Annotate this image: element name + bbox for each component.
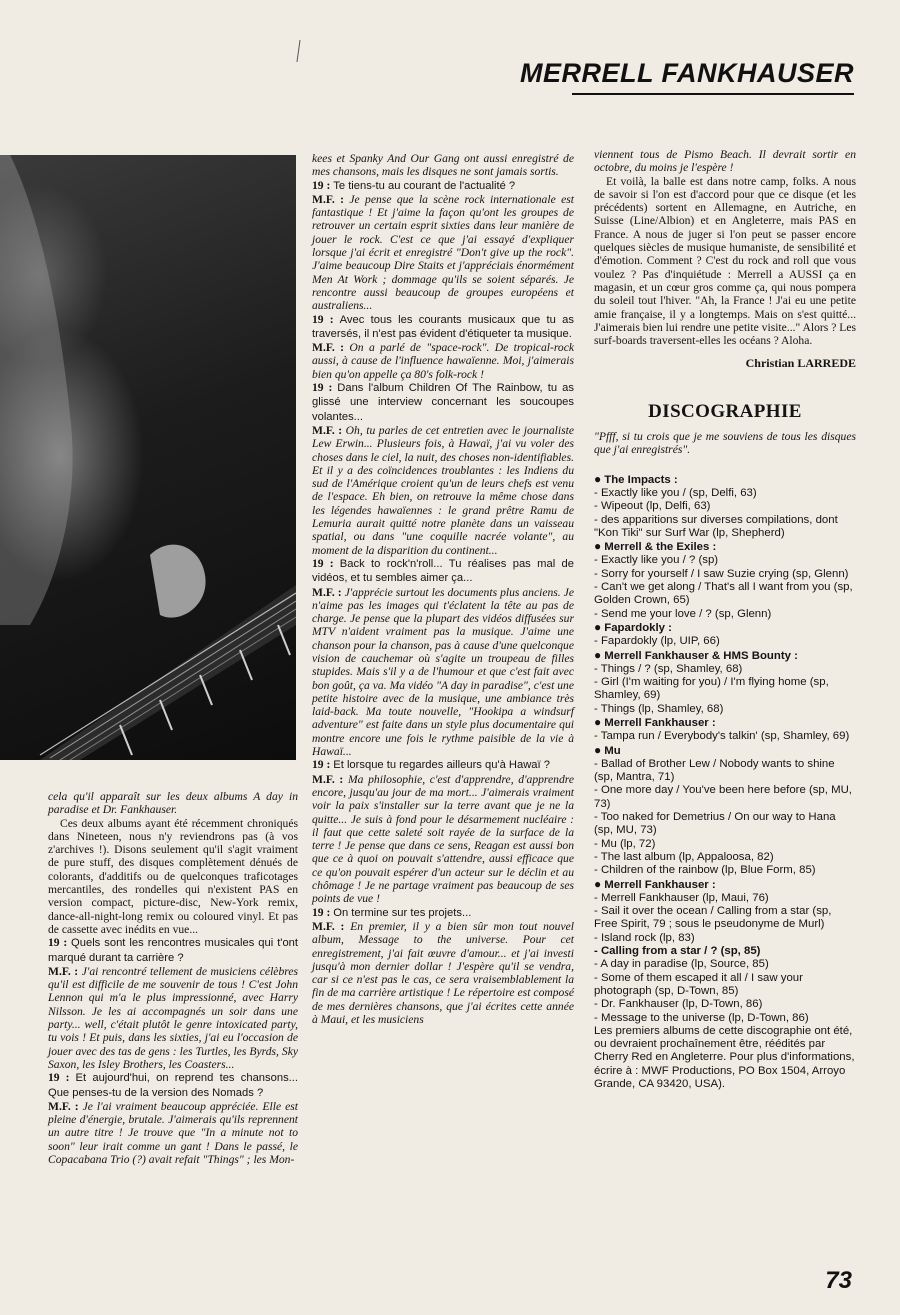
interview-question <box>312 179 574 193</box>
guitarist-photo <box>0 155 296 760</box>
speaker-label: M.F. : <box>312 341 345 355</box>
discography-intro: "Pfff, si tu crois que je me souviens de tous les disques que j'ai enregistrés". <box>594 430 856 457</box>
article-column-2 <box>312 152 574 1026</box>
discography-entry: - Exactly like you / ? (sp) <box>594 554 719 567</box>
discography-entry: - Can't we get along / That's all I want from you (sp, Golden Crown, 65) <box>594 581 853 607</box>
interview-answer <box>48 965 298 1071</box>
discography-title: DISCOGRAPHIE <box>648 400 802 422</box>
article-column-3 <box>594 148 856 1091</box>
discography-entry: - Merrell Fankhauser (lp, Maui, 76) <box>594 891 769 904</box>
discography-entry: - Wipeout (lp, Delfi, 63) <box>594 500 711 513</box>
interview-answer <box>312 920 574 1026</box>
speaker-label: 19 : <box>312 758 331 772</box>
discography-entry: - Calling from a star / ? (sp, 85) <box>594 945 761 958</box>
discography-entry: - Ballad of Brother Lew / Nobody wants to shine (sp, Mantra, 71) <box>594 757 835 784</box>
question-text: Et lorsque tu regardes ailleurs qu'à Hawaï ? <box>333 759 550 772</box>
discography-entry: - The last album (lp, Appaloosa, 82) <box>594 850 774 863</box>
speaker-label: M.F. : <box>312 585 342 599</box>
discography-entry: - A day in paradise (lp, Source, 85) <box>594 958 769 971</box>
bullet-icon: ● <box>594 539 602 554</box>
answer-text: Je pense que la scène rock internationale est fantastique ! Et j'aime la façon qu'ont les groupes de retrouver un certain esprit sixties dans leur manière de jouer le rock. C'est ce que j'ai essayé d'expliquer lorsque j'ai écrit et enregistré "Don't give up the rock". J'aime beaucoup Dire Staits et j'appréciais énormément Men At Work ; dommage qu'ils se soient séparés. Je rencontre aussi beaucoup de groupes européens et australiens... <box>312 192 574 313</box>
interview-answer <box>312 152 574 179</box>
interview-question <box>312 381 574 424</box>
discography-entry: - Send me your love / ? (sp, Glenn) <box>594 607 772 620</box>
interview-question <box>48 1071 298 1100</box>
article-column-1 <box>48 790 298 1166</box>
page-title: MERRELL FANKHAUSER <box>519 58 854 88</box>
interview-question <box>48 936 298 965</box>
speaker-label: M.F. : <box>312 772 344 786</box>
discography-entry: - Fapardokly (lp, UIP, 66) <box>594 635 720 648</box>
paragraph <box>48 817 298 937</box>
author-signature: Christian LARREDE <box>745 356 856 371</box>
discography-entry: - Tampa run / Everybody's talkin' (sp, Shamley, 69) <box>594 730 850 743</box>
section-name: Merrell Fankhauser & HMS Bounty : <box>604 649 798 662</box>
question-text: Avec tous les courants musicaux que tu as traversés, il n'est pas évident d'étiqueter ta musique. <box>312 313 574 340</box>
discography-section-heading <box>594 716 856 730</box>
speaker-label: 19 : <box>312 178 331 192</box>
speaker-label: M.F. : <box>312 192 344 206</box>
discography-list <box>594 473 856 1025</box>
guitar-neck-drawing <box>0 155 296 760</box>
section-name: Merrell Fankhauser : <box>604 878 716 891</box>
answer-text: Oh, tu parles de cet entretien avec le journaliste Lew Erwin... Plusieurs fois, à Hawaï, j'ai vu voler des choses dans le ciel, la nuit, des choses non-identifiables. Et il y a des coïncidences troublantes : les Indiens du sud de l'Amérique croient qu'un de leurs chefs est venu de l'espace. Eh bien, on retrouve la même chose dans les légendes hawaïennes : le grand prêtre Ramu de Lemuria aurait quitté notre planète dans un vaisseau spatial, ou dans "une coquille nacrée volante", au moment de la disparition du continent... <box>312 423 574 557</box>
interview-answer <box>312 586 574 759</box>
question-text: Dans l'album Children Of The Rainbow, tu as glissé une interview concernant les soucoupes volantes... <box>312 382 574 423</box>
bullet-icon: ● <box>594 714 602 729</box>
discography-footer: Les premiers albums de cette discographie ont été, ou devraient prochaînement être, réédités par Cherry Red en Angleterre. Pour plus d'informations, écrire à : MWF Productions, PO Box 1504, Arroyo Grande, CA 93420, USA). <box>594 1024 855 1090</box>
discography-section-heading <box>594 649 856 663</box>
speaker-label: 19 : <box>312 312 334 326</box>
paragraph-text: cela qu'il apparaît sur les deux albums A day in paradise et Dr. Fankhauser. <box>48 790 298 817</box>
discography-entry: - Island rock (lp, 83) <box>594 931 695 944</box>
answer-text: Ma philosophie, c'est d'apprendre, d'apprendre encore, jusqu'au jour de ma mort... J'aimerais vraiment voir la paix s'installer sur la terre avant que je ne la quitte... Je suis à fond pour le désarmement nucléaire : il faut que cette saleté soit rayée de la surface de la terre ! Je pense que dans ce sens, Reagan est aussi bon que ce à quoi on pouvait s'attendre, aussi efficace que ce qu'on pouvait espérer d'un acteur sur le déclin et au chômage ! Je ne partage vraiment pas beaucoup de ses points de vue ! <box>312 772 574 906</box>
section-name: Mu <box>604 744 621 757</box>
speaker-label: 19 : <box>312 905 331 919</box>
discography-section-heading <box>594 621 856 635</box>
closing-paragraph: Et voilà, la balle est dans notre camp, folks. A nous de savoir si l'on est d'accord pour que ce disque (et les précédents) sortent en Allemagne, en Autriche, en Suisse (Line/Albion) et en Angleterre, mais PAS en France. A nous de juger si l'on peut se passer encore quelques siècles de musique humaniste, de sensibilité et d'émotion. Comment ? C'est du rock and roll que vous voulez ? Pas d'inquiétude : Merrell a AUSSI ça en magasin, et un cœur gros comme ça, qui nous pompera du soleil tout l'hiver. "Ah, la France ! J'ai eu une petite amie française, il y a longtemps. Mais on s'est quitté... J'aimerais bien lui rendre une petite visite..." Alors ? Les surf-boards traversent-elles les océans ? Aloha. <box>594 174 856 348</box>
speaker-label: 19 : <box>48 936 68 950</box>
discography-section-heading <box>594 744 856 758</box>
bullet-icon: ● <box>594 619 602 634</box>
question-text: Et aujourd'hui, on reprend tes chansons... Que penses-tu de la version des Nomads ? <box>48 1072 298 1099</box>
interview-question <box>312 906 574 920</box>
speaker-label: 19 : <box>312 556 334 570</box>
discography-section-heading <box>594 540 856 554</box>
section-name: Merrell & the Exiles : <box>604 541 717 554</box>
bullet-icon: ● <box>594 876 602 891</box>
discography-entry: - One more day / You've been here before (sp, MU, 73) <box>594 784 852 810</box>
interview-answer <box>48 1100 298 1166</box>
title-rule <box>572 93 854 95</box>
discography-entry: - Dr. Fankhauser (lp, D-Town, 86) <box>594 998 763 1011</box>
discography-entry: - Sail it over the ocean / Calling from a star (sp, Free Spirit, 79 ; sous le pseudonyme de Murl) <box>594 905 832 931</box>
discography-entry: - Too naked for Demetrius / On our way to Hana (sp, MU, 73) <box>594 811 836 837</box>
discography-section-heading <box>594 473 856 487</box>
discography-entry: - Girl (I'm waiting for you) / I'm flying home (sp, Shamley, 69) <box>594 676 829 702</box>
discography-entry: - Things / ? (sp, Shamley, 68) <box>594 662 743 675</box>
answer-text: J'apprécie surtout les documents plus anciens. Je n'aime pas les images qui t'éclatent la tête au pas de charge. Je pense que la plupart des vidéos diffusées sur MTV n'aident vraiment pas la musique. J'aime une chanson pour la chanson, pas à cause d'une quelconque vision de cauchemar où s'agite un troupeau de filles stupides. Mais s'il y a de l'humour et que c'est fait avec bon goût, ça va. Ma vidéo "A day in paradise", c'est une petite histoire avec de la musique, une ambiance très laid-back. Ma toute nouvelle, "Hookipa a windsurf adventure" est faite dans un style plus documentaire qui montre encore une fois le rythme paisible de la vie à Hawaï... <box>312 585 574 759</box>
question-text: Quels sont les rencontres musicales qui t'ont marqué durant ta carrière ? <box>48 937 298 964</box>
answer-text: On a parlé de "space-rock". De tropical-rock aussi, à cause de l'influence hawaïenne. Moi, j'aimerais bien qu'on appelle ça 80's folk-rock ! <box>312 341 574 381</box>
discography-entry: - Exactly like you / (sp, Delfi, 63) <box>594 486 757 499</box>
interview-answer <box>312 193 574 313</box>
discography-entry: - Mu (lp, 72) <box>594 837 656 850</box>
interview-question <box>312 557 574 586</box>
paragraph-text: Ces deux albums ayant été récemment chroniqués dans Nineteen, nous n'y reviendrons pas (à vos z'archives !). Disons seulement qu'il s'agit vraiment de pure stuff, des disques complètement dénués de colorants, d'additifs ou de quelconques traficotages mercantiles, des rondelles qui n'existent PAS en version compact, picture-disc, New-York remix, dance-all-night-long remix ou coloured vinyl. Et pas de cassette avec inédits en vue... <box>48 816 298 936</box>
answer-text: Je l'ai vraiment beaucoup appréciée. Elle est pleine d'énergie, brutale. J'aimerais qu'ils reprennent un autre titre ! Je trouve que "In a minute not to soon" leur irait comme un gant ! Dans le passé, le Copacabana Trio (?) avait refait "Things" ; les Mon- <box>48 1099 298 1167</box>
question-text: On termine sur tes projets... <box>333 906 472 919</box>
page-number: 73 <box>825 1267 852 1294</box>
section-name: The Impacts : <box>604 473 678 486</box>
discography-entry: - Sorry for yourself / I saw Suzie crying (sp, Glenn) <box>594 567 849 580</box>
interview-answer <box>312 341 574 381</box>
discography-entry: - Message to the universe (lp, D-Town, 86) <box>594 1011 809 1024</box>
speaker-label: M.F. : <box>48 964 79 978</box>
bullet-icon: ● <box>594 742 602 757</box>
paragraph <box>48 790 298 817</box>
speaker-label: 19 : <box>48 1071 70 1085</box>
speaker-label: 19 : <box>312 381 333 395</box>
speaker-label: M.F. : <box>48 1099 79 1113</box>
question-text: Te tiens-tu au courant de l'actualité ? <box>333 179 516 192</box>
bullet-icon: ● <box>594 471 602 486</box>
answer-text: J'ai rencontré tellement de musiciens célèbres qu'il est difficile de me souvenir de tous ! C'est John Lennon qui m'a le plus impressionné, avec Harry Nilsson. Je les ai accompagnés un soir dans une party... well, c'était plutôt le genre intoxicated party, tu vois ! Et puis, dans les sixties, j'ai eu l'occasion de jouer avec des tas de gens : les Turtles, les Byrds, Sky Saxon, les Isley Brothers, les Coasters... <box>48 964 298 1071</box>
question-text: Back to rock'n'roll... Tu réalises pas mal de vidéos, et tu sembles aimer ça... <box>312 557 574 585</box>
interview-question <box>312 313 574 342</box>
speaker-label: M.F. : <box>312 919 345 933</box>
bullet-icon: ● <box>594 647 602 662</box>
answer-continuation: viennent tous de Pismo Beach. Il devrait sortir en octobre, du moins je l'espère ! <box>594 148 856 175</box>
discography-section-heading <box>594 878 856 892</box>
answer-text: En premier, il y a bien sûr mon tout nouvel album, Message to the universe. Pour cet enregistrement, j'ai fait œuvre d'amour... et j'ai investi jusqu'à mon dernier dollar ! J'espère qu'il se vendra, car si ce n'est pas le cas, ce sera vraisemblablement la fin de ma carrière artistique ! Le répertoire est composé de mes dernières chansons, que j'ai écrites cette année à Maui, et les musiciens <box>312 919 574 1026</box>
section-name: Fapardokly : <box>604 621 672 634</box>
discography-entry: - Children of the rainbow (lp, Blue Form, 85) <box>594 864 816 877</box>
section-name: Merrell Fankhauser : <box>604 716 716 729</box>
interview-answer <box>312 773 574 906</box>
interview-answer <box>312 424 574 557</box>
gutter-mark <box>296 40 300 62</box>
speaker-label: M.F. : <box>312 423 343 437</box>
discography-entry: - Things (lp, Shamley, 68) <box>594 702 724 715</box>
discography-entry: - Some of them escaped it all / I saw your photograph (sp, D-Town, 85) <box>594 971 803 997</box>
discography-entry: - des apparitions sur diverses compilations, dont "Kon Tiki" sur Surf War (lp, Shepherd) <box>594 513 838 539</box>
interview-question <box>312 758 574 772</box>
answer-text: kees et Spanky And Our Gang ont aussi enregistré de mes chansons, mais les disques ne sont jamais sortis. <box>312 152 574 179</box>
